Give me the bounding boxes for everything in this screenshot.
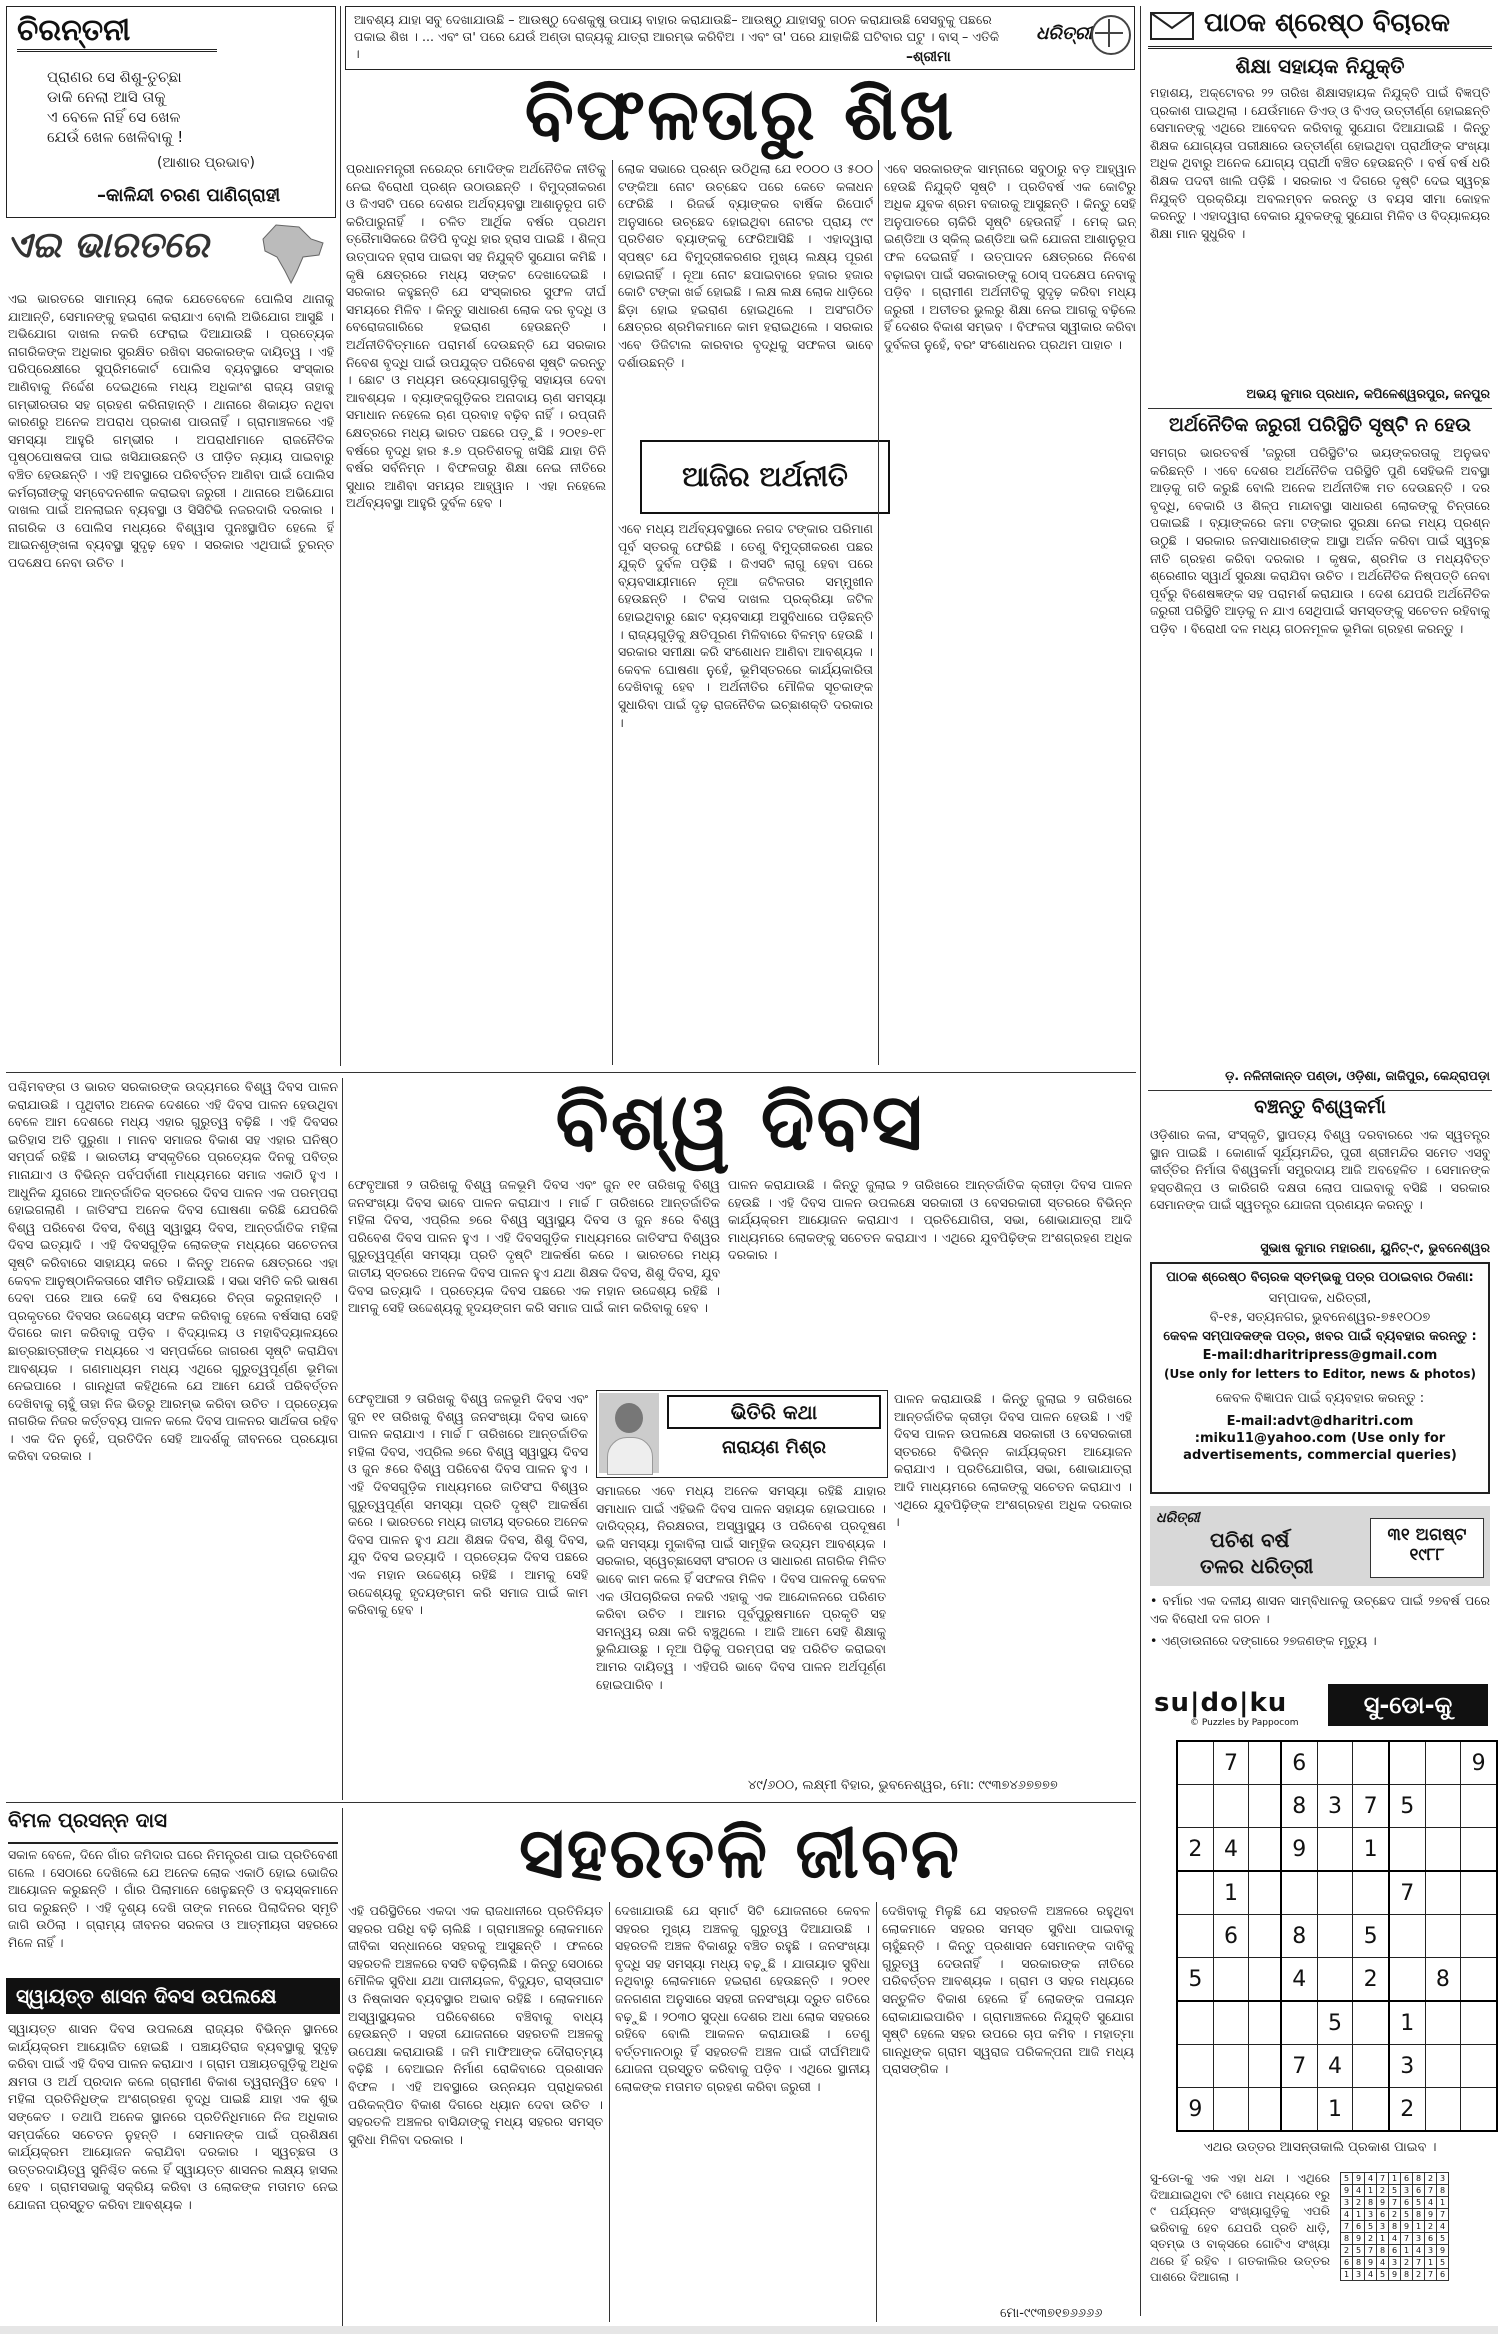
sudoku-cell: 7 [1353,1785,1389,1828]
sudoku-rules: ସୁ-ଡୋ-କୁ ଏକ ଏହା ଧନ୍ଦା । ଏଥିରେ ଦିଆଯାଇଥିବା ୯ଟି ଖୋପ ମଧ୍ୟରେ ୧ରୁ ୯ ପର୍ଯ୍ୟନ୍ତ ସଂଖ୍ୟାଗୁଡ଼ିକୁ ଏପରି ଭରିବାକୁ ହେବ ଯେପରି ପ୍ରତି ଧାଡ଼ି, ସ୍ତମ୍ଭ ଓ ବାକ୍ସରେ ଗୋଟିଏ ସଂଖ୍ୟା ଥରେ ହିଁ ରହିବ । ଗତକାଲିର ଉତ୍ତର ପାଶରେ ଦିଆଗଲା । [1150,2171,1330,2284]
sudoku-mini-row [1341,2209,1449,2221]
chirantani-poem: ପ୍ରାଣର ସେ ଶିଶୁ-ତୁଚ୍ଛା ଡାକି ନେଲା ଆସି ତାକୁ ଏ ବେଳେ ନାହିଁ ସେ ଖେଳ ଯେଉଁ ଖେଳ ଖେଳିବାକୁ ! [47,68,184,146]
address-note1: (Use only for letters to Editor, news & photos) [1164,1367,1476,1381]
sudoku-cell[interactable] [1353,1741,1389,1785]
sudoku-cell[interactable] [1461,1915,1497,1958]
sudoku-mini-cell: 2 [1341,2245,1353,2257]
sudoku-cell[interactable] [1425,1785,1461,1828]
letter1-sign: ଅଭୟ କୁମାର ପ୍ରଧାନ, କପିଳେଶ୍ୱରପୁର, ଜନପୁର [1246,386,1490,401]
sudoku-mini-cell: 7 [1413,2257,1425,2269]
sudoku-mini-cell: 5 [1353,2245,1365,2257]
sudoku-cell[interactable] [1389,1828,1425,1872]
sudoku-mini-cell: 9 [1353,2173,1365,2185]
sudoku-mini-cell: 1 [1389,2173,1401,2185]
sudoku-mini-row [1341,2269,1449,2281]
sudoku-mini-cell: 9 [1401,2221,1413,2233]
sudoku-mini-cell: 5 [1377,2269,1389,2281]
sudoku-cell: 8 [1281,1785,1317,1828]
sudoku-cell[interactable] [1353,2001,1389,2045]
sudoku-mini-cell: 3 [1425,2245,1437,2257]
sudoku-cell: 7 [1213,1741,1249,1785]
sudoku-cell[interactable] [1461,2088,1497,2132]
sudoku-mini-cell: 2 [1425,2221,1437,2233]
sudoku-mini-cell: 1 [1401,2245,1413,2257]
sudoku-mini-cell: 2 [1365,2233,1377,2245]
dharitri-25yrs-date [1370,1518,1484,1578]
sudoku-mini-cell: 8 [1413,2173,1425,2185]
sudoku-cell[interactable] [1281,1871,1317,1915]
sudoku-cell: 9 [1177,2088,1213,2132]
dharitri-25yrs [1150,1506,1490,1670]
sudoku-mini-cell: 8 [1377,2245,1389,2257]
sudoku-mini-cell: 6 [1413,2185,1425,2197]
sudoku-cell[interactable] [1213,1958,1249,2002]
sudoku-cell[interactable] [1353,1871,1389,1915]
sudoku-mini-cell: 1 [1413,2221,1425,2233]
sudoku-mini-cell: 3 [1341,2197,1353,2209]
sudoku-row [1177,2045,1497,2088]
sudoku-mini-cell: 4 [1377,2257,1389,2269]
page-footer-bar [0,2326,1498,2334]
biswa-address: ୪୯/୬୦୦, ଲକ୍ଷ୍ମୀ ବିହାର, ଭୁବନେଶ୍ୱର, ମୋ: ୯୯୩୭୪୬୭୭୭୭ [748,1778,1058,1793]
letter1-text: ମହାଶୟ, ଅକ୍ଟୋବର ୨୨ ତାରିଖ ଶିକ୍ଷାସହାୟକ ନିଯୁକ୍ତି ପାଇଁ ବିଜ୍ଞପ୍ତି ପ୍ରକାଶ ପାଇଥିଲା । ଯେଉଁମାନେ ଡିଏଡ୍ ଓ ବିଏଡ୍ ଉତ୍ତୀର୍ଣ୍ଣ ହୋଇଛନ୍ତି ସେମାନଙ୍କୁ ଏଥିରେ ଆବେଦନ କରିବାକୁ ସୁଯୋଗ ଦିଆଯାଇଛି । କିନ୍ତୁ ଶିକ୍ଷକ ଯୋଗ୍ୟତା ପରୀକ୍ଷାରେ ଉତ୍ତୀର୍ଣ୍ଣ ହୋଇଥିବା ପ୍ରାର୍ଥୀଙ୍କ ସଂଖ୍ୟା ଅଧିକ ଥିବାରୁ ଅନେକ ଯୋଗ୍ୟ ପ୍ରାର୍ଥୀ ବଞ୍ଚିତ ହେଉଛନ୍ତି । ବର୍ଷ ବର୍ଷ ଧରି ଶିକ୍ଷକ ପଦବୀ ଖାଲି ପଡ଼ିଛି । ସରକାର ଏ ଦିଗରେ ଦୃଷ୍ଟି ଦେଇ ସ୍ୱଚ୍ଛ ନିଯୁକ୍ତି ପ୍ରକ୍ରିୟା ଅବଲମ୍ବନ କରନ୍ତୁ ଓ ବୟସ ସୀମା କୋହଳ କରନ୍ତୁ । ଏହାଦ୍ୱାରା ବେକାର ଯୁବକଙ୍କୁ ସୁଯୋଗ ମିଳିବ ଓ ବିଦ୍ୟାଳୟର ଶିକ୍ଷା ମାନ ସୁଧୁରିବ । [1150,85,1490,241]
sudoku-cell: 2 [1177,1828,1213,1872]
bimala-text: ସକାଳ ବେଳେ, ଦିନେ ଗାଁର ଜମିଦାର ଘରେ ନିମନ୍ତ୍ରଣ ପାଇ ପ୍ରତିବେଶୀ ଗଲେ । ସେଠାରେ ଦେଖିଲେ ଯେ ଅନେକ ଲୋକ ଏକାଠି ହୋଇ ଭୋଜିର ଆୟୋଜନ କରୁଛନ୍ତି । ଗାଁର ପିଲାମାନେ ଖେଳୁଛନ୍ତି ଓ ବୟସ୍କମାନେ ଗପ କରୁଛନ୍ତି । ଏହି ଦୃଶ୍ୟ ଦେଖି ତାଙ୍କ ମନରେ ପିଲାଦିନର ସ୍ମୃତି ଜାଗି ଉଠିଲା । ଗ୍ରାମ୍ୟ ଜୀବନର ସରଳତା ଓ ଆତ୍ମୀୟତା ସହରରେ ମିଳେ ନାହିଁ । [8,1847,338,1950]
sudoku-header [1150,1682,1490,1732]
sudoku-mini-cell: 7 [1401,2233,1413,2245]
envelope-icon [1150,12,1194,40]
sudoku-row [1177,1785,1497,1828]
sudoku-mini-cell: 2 [1353,2197,1365,2209]
sudoku-cell: 6 [1213,1915,1249,1958]
sudoku-cell: 1 [1353,1828,1389,1872]
sudoku-mini-cell: 2 [1413,2269,1425,2281]
address-line4: କେବଳ ସମ୍ପାଦକଙ୍କ ପତ୍ର, ଖବର ପାଇଁ ବ୍ୟବହାର କରନ୍ତୁ : [1163,1329,1477,1344]
sudoku-mini-cell: 4 [1365,2269,1377,2281]
sudoku-cell[interactable] [1317,1958,1353,2002]
sudoku-cell[interactable] [1353,2088,1389,2132]
letter2-text: ସମଗ୍ର ଭାରତବର୍ଷ 'ଜରୁରୀ ପରିସ୍ଥିତି'ର ଭୟଙ୍କରତାକୁ ଅନୁଭବ କରିଛନ୍ତି । ଏବେ ଦେଶର ଅର୍ଥନୈତିକ ପରିସ୍ଥିତି ପୁଣି ସେହିଭଳି ଅବସ୍ଥା ଆଡ଼କୁ ଗତି କରୁଛି ବୋଲି ଅନେକ ଅର୍ଥନୀତିଜ୍ଞ ମତ ଦେଉଛନ୍ତି । ଦର ବୃଦ୍ଧି, ବେକାରି ଓ ଶିଳ୍ପ ମାନ୍ଦାବସ୍ଥା ସାଧାରଣ ଲୋକଙ୍କୁ ଚିନ୍ତାରେ ପକାଇଛି । ବ୍ୟାଙ୍କରେ ଜମା ଟଙ୍କାର ସୁରକ୍ଷା ନେଇ ମଧ୍ୟ ପ୍ରଶ୍ନ ଉଠୁଛି । ସରକାର ଜନସାଧାରଣଙ୍କ ଆସ୍ଥା ଅର୍ଜନ କରିବା ପାଇଁ ସ୍ୱଚ୍ଛ ନୀତି ଗ୍ରହଣ କରିବା ଦରକାର । କୃଷକ, ଶ୍ରମିକ ଓ ମଧ୍ୟବିତ୍ତ ଶ୍ରେଣୀର ସ୍ୱାର୍ଥ ସୁରକ୍ଷା କରାଯିବା ଉଚିତ । ଅର୍ଥନୈତିକ ନିଷ୍ପତ୍ତି ନେବା ପୂର୍ବରୁ ବିଶେଷଜ୍ଞଙ୍କ ସହ ପରାମର୍ଶ କରାଯାଉ । ଦେଶ ଯେପରି ଅର୍ଥନୈତିକ ଜରୁରୀ ପରିସ୍ଥିତି ଆଡ଼କୁ ନ ଯାଏ ସେଥିପାଇଁ ସମସ୍ତଙ୍କୁ ସଚେତନ ରହିବାକୁ ପଡ଼ିବ । ବିରୋଧୀ ଦଳ ମଧ୍ୟ ଗଠନମୂଳକ ଭୂମିକା ଗ୍ରହଣ କରନ୍ତୁ । [1150,445,1490,636]
main-headline: ବିଫଳତାରୁ ଶିଖ [524,72,956,156]
sudoku-mini-cell: 7 [1425,2185,1437,2197]
swayatta-text: ସ୍ୱାୟତ୍ତ ଶାସନ ଦିବସ ଉପଲକ୍ଷେ ରାଜ୍ୟର ବିଭିନ୍ନ ସ୍ଥାନରେ କାର୍ଯ୍ୟକ୍ରମ ଆୟୋଜିତ ହୋଇଛି । ପଞ୍ଚାୟତିରାଜ ବ୍ୟବସ୍ଥାକୁ ସୁଦୃଢ଼ କରିବା ପାଇଁ ଏହି ଦିବସ ପାଳନ କରାଯାଏ । ଗ୍ରାମ ପଞ୍ଚାୟତଗୁଡ଼ିକୁ ଅଧିକ କ୍ଷମତା ଓ ଅର୍ଥ ପ୍ରଦାନ କଲେ ଗ୍ରାମୀଣ ବିକାଶ ତ୍ୱରାନ୍ୱିତ ହେବ । ମହିଳା ପ୍ରତିନିଧିଙ୍କ ଅଂଶଗ୍ରହଣ ବୃଦ୍ଧି ପାଇଛି ଯାହା ଏକ ଶୁଭ ସଙ୍କେତ । ତଥାପି ଅନେକ ସ୍ଥାନରେ ପ୍ରତିନିଧିମାନେ ନିଜ ଅଧିକାର ସମ୍ପର୍କରେ ସଚେତନ ନୁହନ୍ତି । ସେମାନଙ୍କ ପାଇଁ ପ୍ରଶିକ୍ଷଣ କାର୍ଯ୍ୟକ୍ରମ ଆୟୋଜନ କରାଯିବା ଦରକାର । ସ୍ୱଚ୍ଛତା ଓ ଉତ୍ତରଦାୟିତ୍ୱ ସୁନିଶ୍ଚିତ କଲେ ହିଁ ସ୍ୱାୟତ୍ତ ଶାସନର ଲକ୍ଷ୍ୟ ହାସଲ ହେବ । ଗ୍ରାମସଭାକୁ ସକ୍ରିୟ କରିବା ଓ ଲୋକଙ୍କ ମତାମତ ନେଇ ଯୋଜନା ପ୍ରସ୍ତୁତ କରିବା ଆବଶ୍ୟକ । [8,2021,338,2212]
sudoku-mini-cell: 2 [1389,2209,1401,2221]
sudoku-mini-cell: 3 [1401,2185,1413,2197]
sudoku-mini-cell: 5 [1365,2221,1377,2233]
biswa-headline: ବିଶ୍ୱ ଦିବସ [555,1078,925,1168]
letter2-sign: ଡ଼. ନଳିନୀକାନ୍ତ ପଣ୍ଡା, ଓଡ଼ିଶା, ଜାଜିପୁର, କେନ୍ଦ୍ରାପଡ଼ା [1225,1068,1490,1083]
sudoku-cell[interactable] [1249,1871,1281,1915]
quote-box [345,6,1135,70]
sudoku-cell: 1 [1389,2001,1425,2045]
address-email1[interactable]: E-mail:dharitripress@gmail.com [1202,1348,1438,1363]
sudoku-cell[interactable] [1389,1915,1425,1958]
sudoku-row [1177,1741,1497,1785]
sudoku-mini-cell: 8 [1401,2269,1413,2281]
sudoku-cell[interactable] [1353,2045,1389,2088]
sudoku-mini-cell: 4 [1389,2233,1401,2245]
sudoku-cell[interactable] [1461,1828,1497,1872]
dharitri-25yrs-line1: ପଚିଶ ବର୍ଷ [1210,1528,1290,1552]
sudoku-mini-cell: 3 [1365,2209,1377,2221]
editorial-col-3: ଏବେ ସରକାରଙ୍କ ସାମ୍ନାରେ ସବୁଠାରୁ ବଡ଼ ଆହ୍ୱାନ ହେଉଛି ନିଯୁକ୍ତି ସୃଷ୍ଟି । ପ୍ରତିବର୍ଷ ଏକ କୋଟିରୁ ଅଧିକ ଯୁବକ ଶ୍ରମ ବଜାରକୁ ଆସୁଛନ୍ତି । କିନ୍ତୁ ସେହି ଅନୁପାତରେ ଚାକିରି ସୃଷ୍ଟି ହେଉନାହିଁ । ମେକ୍ ଇନ୍ ଇଣ୍ଡିଆ ଓ ସ୍କିଲ୍ ଇଣ୍ଡିଆ ଭଳି ଯୋଜନା ଆଶାନୁରୂପ ଫଳ ଦେଇନାହିଁ । ଉତ୍ପାଦନ କ୍ଷେତ୍ରରେ ନିବେଶ ବଢ଼ାଇବା ପାଇଁ ସରକାରଙ୍କୁ ଠୋସ୍ ପଦକ୍ଷେପ ନେବାକୁ ପଡ଼ିବ । ଗ୍ରାମୀଣ ଅର୍ଥନୀତିକୁ ସୁଦୃଢ଼ କରିବା ମଧ୍ୟ ଜରୁରୀ । ଅତୀତର ଭୁଲରୁ ଶିକ୍ଷା ନେଇ ଆଗକୁ ବଢ଼ିଲେ ହିଁ ଦେଶର ବିକାଶ ସମ୍ଭବ । ବିଫଳତା ସ୍ୱୀକାର କରିବା ଦୁର୍ବଳତା ନୁହେଁ, ବରଂ ସଂଶୋଧନର ପ୍ରଥମ ପାହାଚ । [884,161,1136,352]
editorial-col-2: ଲୋକ ସଭାରେ ପ୍ରଶ୍ନ ଉଠିଥିଲା ଯେ ୧୦୦୦ ଓ ୫୦୦ ଟଙ୍କିଆ ନୋଟ ଉଚ୍ଛେଦ ପରେ କେତେ କଳାଧନ ଫେରିଛି । ରିଜର୍ଭ ବ୍ୟାଙ୍କର ବାର୍ଷିକ ରିପୋର୍ଟ ଅନୁସାରେ ଉଚ୍ଛେଦ ହୋଇଥିବା ନୋଟର ପ୍ରାୟ ୯୯ ପ୍ରତିଶତ ବ୍ୟାଙ୍କକୁ ଫେରିଆସିଛି । ଏହାଦ୍ୱାରା ସ୍ପଷ୍ଟ ଯେ ବିମୁଦ୍ରୀକରଣର ମୁଖ୍ୟ ଲକ୍ଷ୍ୟ ପୂରଣ ହୋଇନାହିଁ । ନୂଆ ନୋଟ ଛପାଇବାରେ ହଜାର ହଜାର କୋଟି ଟଙ୍କା ଖର୍ଚ୍ଚ ହୋଇଛି । ଲକ୍ଷ ଲକ୍ଷ ଲୋକ ଧାଡ଼ିରେ ଛିଡ଼ା ହୋଇ ହଇରାଣ ହୋଇଥିଲେ । ଅସଂଗଠିତ କ୍ଷେତ୍ରର ଶ୍ରମିକମାନେ କାମ ହରାଇଥିଲେ । ସରକାର ଏବେ ଡିଜିଟାଲ କାରବାର ବୃଦ୍ଧିକୁ ସଫଳତା ଭାବେ ଦର୍ଶାଉଛନ୍ତି । [618,161,873,370]
address-line3: ବି-୧୫, ସତ୍ୟନଗର, ଭୁବନେଶ୍ୱର-୭୫୧୦୦୭ [1209,1310,1431,1325]
sudoku-row [1177,1871,1497,1915]
sudoku-mini-cell: 6 [1401,2173,1413,2185]
letters-banner [1148,6,1492,49]
chakra-icon [1091,15,1131,55]
sudoku-row [1177,1828,1497,1872]
sudoku-mini-cell: 1 [1365,2185,1377,2197]
sudoku-answer-caption: ଏଥର ଉତ୍ତର ଆସନ୍ତାକାଲି ପ୍ରକାଶ ପାଇବ । [1203,2140,1437,2155]
letter3-sign: ସୁଭାଷ କୁମାର ମହାରଣା, ୟୁନିଟ୍-୯, ଭୁବନେଶ୍ୱର [1260,1240,1490,1255]
sudoku-mini-cell: 5 [1401,2209,1413,2221]
sudoku-mini-cell: 3 [1353,2269,1365,2281]
sudoku-mini-cell: 1 [1425,2257,1437,2269]
sudoku-row [1177,2088,1497,2132]
sudoku-cell[interactable] [1249,1785,1281,1828]
bhitiri-katha-box [596,1390,888,1478]
chirantani-author: –କାଳିନ୍ଦୀ ଚରଣ ପାଣିଗ୍ରାହୀ [97,185,281,206]
sudoku-cell: 6 [1281,1741,1317,1785]
dharitri-25yrs-b2: • ଏଣ୍ଡାଉନାରେ ଦଙ୍ଗାରେ ୨୭ଜଣଙ୍କ ମୃତ୍ୟୁ । [1150,1633,1377,1648]
sudoku-mini-cell: 6 [1389,2245,1401,2257]
letter3-title: ବଞ୍ଚନ୍ତୁ ବିଶ୍ୱକର୍ମା [1254,1096,1386,1118]
sudoku-mini-cell: 1 [1341,2269,1353,2281]
bharat-title: ଏଇ ଭାରତରେ [6,225,209,266]
sudoku-mini-cell: 5 [1341,2173,1353,2185]
sudoku-cell: 4 [1281,1958,1317,2002]
sudoku-mini-row [1341,2185,1449,2197]
sudoku-cell: 1 [1317,2088,1353,2132]
sudoku-cell[interactable] [1425,1741,1461,1785]
address-box [1150,1262,1490,1494]
bharat-text: ଏଇ ଭାରତରେ ସାମାନ୍ୟ ଲୋକ ଯେତେବେଳେ ପୋଲିସ ଥାନାକୁ ଯାଆନ୍ତି, ସେମାନଙ୍କୁ ହଇରାଣ କରାଯାଏ ବୋଲି ଅଭିଯୋଗ ଆସୁଛି । ଅଭିଯୋଗ ଦାଖଲ ନକରି ଫେରାଇ ଦିଆଯାଉଛି । ପ୍ରତ୍ୟେକ ନାଗରିକଙ୍କ ଅଧିକାର ସୁରକ୍ଷିତ ରଖିବା ସରକାରଙ୍କ ଦାୟିତ୍ୱ । ଏହି ପରିପ୍ରେକ୍ଷୀରେ ସୁପ୍ରିମକୋର୍ଟ ପୋଲିସ ବ୍ୟବସ୍ଥାରେ ସଂସ୍କାର ଆଣିବାକୁ ନିର୍ଦ୍ଦେଶ ଦେଇଥିଲେ ମଧ୍ୟ ଅଧିକାଂଶ ରାଜ୍ୟ ତାହାକୁ ଗମ୍ଭୀରତାର ସହ ଗ୍ରହଣ କରିନାହାନ୍ତି । ଥାନାରେ ଶିକାୟତ ନଥିବା କାରଣରୁ ଅନେକ ଅପରାଧ ପ୍ରକାଶ ପାଉନାହିଁ । ଗ୍ରାମାଞ୍ଚଳରେ ଏହି ସମସ୍ୟା ଆହୁରି ଗମ୍ଭୀର । ଅପରାଧୀମାନେ ରାଜନୈତିକ ପୃଷ୍ଠପୋଷକତା ପାଇ ଖସିଯାଉଛନ୍ତି ଓ ପୀଡ଼ିତ ନ୍ୟାୟ ପାଇବାରୁ ବଞ୍ଚିତ ହେଉଛନ୍ତି । ଏହି ଅବସ୍ଥାରେ ପରିବର୍ତ୍ତନ ଆଣିବା ପାଇଁ ପୋଲିସ କର୍ମଚାରୀଙ୍କୁ ସମ୍ବେଦନଶୀଳ କରାଇବା ଜରୁରୀ । ଥାନାରେ ଅଭିଯୋଗ ଦାଖଲ ପାଇଁ ଅନଲାଇନ ବ୍ୟବସ୍ଥା ଓ ସିସିଟିଭି ନଜରଦାରି ଦରକାର । ନାଗରିକ ଓ ପୋଲିସ ମଧ୍ୟରେ ବିଶ୍ୱାସ ପୁନଃସ୍ଥାପିତ ହେଲେ ହିଁ ଆଇନଶୃଙ୍ଖଳା ବ୍ୟବସ୍ଥା ସୁଦୃଢ଼ ହେବ । ସରକାର ଏଥିପାଇଁ ତୁରନ୍ତ ପଦକ୍ଷେପ ନେବା ଉଚିତ । [8,291,334,570]
chirantani-title-wrap [17,13,217,52]
letters-banner-text: ପାଠକ ଶ୍ରେଷ୍ଠ ବିଚାରକ [1204,8,1451,38]
sudoku-cell[interactable] [1249,1915,1281,1958]
sudoku-cell[interactable] [1213,2088,1249,2132]
sudoku-mini-cell: 7 [1377,2173,1389,2185]
ajira-arthaniti-label [640,440,890,514]
sudoku-cell[interactable] [1389,1958,1425,2002]
address-line5: କେବଳ ବିଜ୍ଞାପନ ପାଇଁ ବ୍ୟବହାର କରନ୍ତୁ : [1215,1391,1425,1406]
sudoku-cell: 5 [1353,1915,1389,1958]
address-line2: ସମ୍ପାଦକ, ଧରିତ୍ରୀ, [1268,1291,1372,1306]
sudoku-cell: 9 [1281,1828,1317,1872]
sudoku-mini-cell: 2 [1377,2185,1389,2197]
sudoku-mini-row [1341,2221,1449,2233]
sahara-contact: ମୋ-୯୯୩୭୧୭୬୬୬୬ [1000,2306,1103,2321]
letter3-text: ଓଡ଼ିଶାର କଳା, ସଂସ୍କୃତି, ସ୍ଥାପତ୍ୟ ବିଶ୍ୱ ଦରବାରରେ ଏକ ସ୍ୱତନ୍ତ୍ର ସ୍ଥାନ ପାଇଛି । କୋଣାର୍କ ସୂର୍ଯ୍ୟମନ୍ଦିର, ପୁରୀ ଶ୍ରୀମନ୍ଦିର ସମେତ ଏସବୁ କୀର୍ତ୍ତିର ନିର୍ମାତା ବିଶ୍ୱକର୍ମା ସମ୍ପ୍ରଦାୟ ଆଜି ଅବହେଳିତ । ସେମାନଙ୍କ ହସ୍ତଶିଳ୍ପ ଓ କାରିଗରି ଦକ୍ଷତା ଲୋପ ପାଇବାକୁ ବସିଛି । ସରକାର ସେମାନଙ୍କ ପାଇଁ ସ୍ୱତନ୍ତ୍ର ଯୋଜନା ପ୍ରଣୟନ କରନ୍ତୁ । [1150,1127,1490,1213]
bimala-header [8,1808,338,1844]
sudoku-mini-cell: 1 [1437,2197,1449,2209]
sudoku-mini-cell: 7 [1437,2209,1449,2221]
sudoku-cell[interactable] [1425,1915,1461,1958]
sudoku-cell: 9 [1461,1741,1497,1785]
sudoku-mini-row [1341,2173,1449,2185]
sudoku-mini-cell: 3 [1389,2257,1401,2269]
sudoku-cell: 3 [1317,1785,1353,1828]
sudoku-cell[interactable] [1425,2001,1461,2045]
sudoku-cell: 1 [1213,1871,1249,1915]
dharitri-25yrs-b1: • ବର୍ମାର ଏକ ଦଳୀୟ ଶାସନ ସାମ୍ବିଧାନକୁ ଉଚ୍ଛେଦ ପାଇଁ ୨୭ବର୍ଷ ପରେ ଏକ ବିରୋଧୀ ଦଳ ଗଠନ । [1150,1593,1490,1626]
sudoku-mini-cell: 9 [1341,2185,1353,2197]
sudoku-cell[interactable] [1177,2045,1213,2088]
sudoku-mini-cell: 6 [1377,2209,1389,2221]
sudoku-mini-cell: 8 [1389,2221,1401,2233]
sudoku-cell[interactable] [1425,2088,1461,2132]
chirantani-box [6,6,336,218]
sudoku-mini-cell: 9 [1389,2269,1401,2281]
sudoku-mini-cell: 5 [1437,2257,1449,2269]
sudoku-cell[interactable] [1177,1785,1213,1828]
sudoku-mini-cell: 4 [1353,2185,1365,2197]
sudoku-cell[interactable] [1389,1741,1425,1785]
dharitri-logo: ଧରିତ୍ରୀ [1036,23,1093,44]
sudoku-row [1177,2001,1497,2045]
sudoku-mini-cell: 9 [1353,2233,1365,2245]
sudoku-mini-row [1341,2245,1449,2257]
sudoku-cell[interactable] [1249,2088,1281,2132]
dharitri-25yrs-line2: ତଳର ଧରିତ୍ରୀ [1200,1554,1314,1578]
sudoku-cell[interactable] [1425,2045,1461,2088]
sudoku-mini-cell: 7 [1425,2269,1437,2281]
sudoku-mini-cell: 8 [1341,2233,1353,2245]
sudoku-mini-cell: 9 [1377,2197,1389,2209]
sudoku-cell: 3 [1389,2045,1425,2088]
swayatta-title: ସ୍ୱାୟତ୍ତ ଶାସନ ଦିବସ ଉପଲକ୍ଷେ [16,1984,277,2008]
biswa-bottom-right: ପାଳନ କରାଯାଉଛି । କିନ୍ତୁ ଜୁଲାଇ ୨ ତାରିଖରେ ଆନ୍ତର୍ଜାତିକ କ୍ରୀଡ଼ା ଦିବସ ପାଳନ ହେଉଛି । ଏହି ଦିବସ ପାଳନ ଉପଲକ୍ଷେ ସରକାରୀ ଓ ବେସରକାରୀ ସ୍ତରରେ ବିଭିନ୍ନ କାର୍ଯ୍ୟକ୍ରମ ଆୟୋଜନ କରାଯାଏ । ପ୍ରତିଯୋଗିତା, ସଭା, ଶୋଭାଯାତ୍ରା ଆଦି ମାଧ୍ୟମରେ ଲୋକଙ୍କୁ ସଚେତନ କରାଯାଏ । ଏଥିରେ ଯୁବପିଢ଼ିଙ୍କ ଅଂଶଗ୍ରହଣ ଅଧିକ ଦରକାର । [894,1391,1132,1530]
bhitiri-author: ନାରାୟଣ ମିଶ୍ର [721,1437,826,1458]
editorial-col-2b: ଏବେ ମଧ୍ୟ ଅର୍ଥବ୍ୟବସ୍ଥାରେ ନଗଦ ଟଙ୍କାର ପରିମାଣ ପୂର୍ବ ସ୍ତରକୁ ଫେରିଛି । ତେଣୁ ବିମୁଦ୍ରୀକରଣ ପଛର ଯୁକ୍ତି ଦୁର୍ବଳ ପଡ଼ିଛି । ଜିଏସଟି ଲାଗୁ ହେବା ପରେ ବ୍ୟବସାୟୀମାନେ ନୂଆ ଜଟିଳତାର ସମ୍ମୁଖୀନ ହେଉଛନ୍ତି । ଟିକସ ଦାଖଲ ପ୍ରକ୍ରିୟା ଜଟିଳ ହୋଇଥିବାରୁ ଛୋଟ ବ୍ୟବସାୟୀ ଅସୁବିଧାରେ ପଡ଼ିଛନ୍ତି । ରାଜ୍ୟଗୁଡ଼ିକୁ କ୍ଷତିପୂରଣ ମିଳିବାରେ ବିଳମ୍ବ ହେଉଛି । ସରକାର ସମୀକ୍ଷା କରି ସଂଶୋଧନ ଆଣିବା ଆବଶ୍ୟକ । କେବଳ ଘୋଷଣା ନୁହେଁ, ଭୂମିସ୍ତରରେ କାର୍ଯ୍ୟକାରିତା ଦେଖିବାକୁ ହେବ । ଅର୍ଥନୀତିର ମୌଳିକ ସୂଚକାଙ୍କ ସୁଧାରିବା ପାଇଁ ଦୃଢ଼ ରାଜନୈତିକ ଇଚ୍ଛାଶକ୍ତି ଦରକାର । [618,521,873,730]
sudoku-cell[interactable] [1249,1958,1281,2002]
chirantani-source: (ଆଶାର ପ୍ରଭାବ) [157,155,255,171]
dharitri-25yrs-banner [1150,1506,1490,1586]
sudoku-row [1177,1915,1497,1958]
sudoku-mini-cell: 1 [1377,2233,1389,2245]
sudoku-mini-cell: 1 [1353,2209,1365,2221]
sudoku-mini-cell: 5 [1389,2185,1401,2197]
sudoku-row [1177,1958,1497,2002]
quote-text: ଆବଶ୍ୟ ଯାହା ସବୁ ଦେଖାଯାଉଛି – ଆଉଷ୍ଠୁ ଦେଶକୁଷୁ ଉପାୟ ବାହାର କରାଯାଉଛି– ଆଉଷ୍ଠୁ ଯାହାସବୁ ଗଠନ କରାଯାଉଛି ସେସବୁକୁ ପଛରେ ପକାଇ ଶିଖ । ... ଏବଂ ତା' ପରେ ଯେଉଁ ଅଣ୍ଡା ରାଜ୍ୟକୁ ଯାତ୍ରା ଆରମ୍ଭ କରିବିଅ । ଏବଂ ତା' ପରେ ଯାହାକିଛି ଘଟିବାର ଘଟୁ । ବାସ୍ – ଏତିକି । [354,12,1000,61]
india-map-icon [251,221,331,285]
sudoku-mini-row [1341,2233,1449,2245]
letter1-title: ଶିକ୍ଷା ସହାୟକ ନିଯୁକ୍ତି [1235,54,1405,78]
sudoku-mini-cell: 8 [1353,2257,1365,2269]
sudoku-cell: 5 [1177,1958,1213,2002]
sudoku-mini-answer [1340,2172,1449,2281]
biswa-left-text: ପଶ୍ଚିମବଙ୍ଗ ଓ ଭାରତ ସରକାରଙ୍କ ଉଦ୍ୟମରେ ବିଶ୍ୱ ଦିବସ ପାଳନ କରାଯାଉଛି । ପୃଥିବୀର ଅନେକ ଦେଶରେ ଏହି ଦିବସ ପାଳନ ହେଉଥିବା ବେଳେ ଆମ ଦେଶରେ ମଧ୍ୟ ଏହାର ଗୁରୁତ୍ୱ ବଢ଼ିଛି । ଏହି ଦିବସର ଇତିହାସ ଅତି ପୁରୁଣା । ମାନବ ସମାଜର ବିକାଶ ସହ ଏହାର ଘନିଷ୍ଠ ସମ୍ପର୍କ ରହିଛି । ଭାରତୀୟ ସଂସ୍କୃତିରେ ପ୍ରତ୍ୟେକ ଦିନକୁ ପବିତ୍ର ମାନାଯାଏ ଓ ବିଭିନ୍ନ ପର୍ବପର୍ବାଣୀ ମାଧ୍ୟମରେ ସମାଜ ଏକାଠି ହୁଏ । ଆଧୁନିକ ଯୁଗରେ ଆନ୍ତର୍ଜାତିକ ସ୍ତରରେ ଦିବସ ପାଳନ ଏକ ପରମ୍ପରା ହୋଇଗଲାଣି । ଜାତିସଂଘ ଅନେକ ଦିବସ ଘୋଷଣା କରିଛି ଯେପରିକି ବିଶ୍ୱ ପରିବେଶ ଦିବସ, ବିଶ୍ୱ ସ୍ୱାସ୍ଥ୍ୟ ଦିବସ, ଆନ୍ତର୍ଜାତିକ ମହିଳା ଦିବସ ଇତ୍ୟାଦି । ଏହି ଦିବସଗୁଡ଼ିକ ଲୋକଙ୍କ ମଧ୍ୟରେ ସଚେତନତା ସୃଷ୍ଟି କରିବାରେ ସାହାଯ୍ୟ କରେ । କିନ୍ତୁ ଅନେକ କ୍ଷେତ୍ରରେ ଏହା କେବଳ ଆନୁଷ୍ଠାନିକତାରେ ସୀମିତ ରହିଯାଉଛି । ସଭା ସମିତି କରି ଭାଷଣ ଦେବା ପରେ ଆଉ କେହି ସେ ବିଷୟରେ ଚିନ୍ତା କରୁନାହାନ୍ତି । ପ୍ରକୃତରେ ଦିବସର ଉଦ୍ଦେଶ୍ୟ ସଫଳ କରିବାକୁ ହେଲେ ବର୍ଷସାରା ସେହି ଦିଗରେ କାମ କରିବାକୁ ପଡ଼ିବ । ବିଦ୍ୟାଳୟ ଓ ମହାବିଦ୍ୟାଳୟରେ ଛାତ୍ରଛାତ୍ରୀଙ୍କ ମଧ୍ୟରେ ଏ ସମ୍ପର୍କରେ ଜାଗରଣ ସୃଷ୍ଟି କରାଯିବା ଆବଶ୍ୟକ । ଗଣମାଧ୍ୟମ ମଧ୍ୟ ଏଥିରେ ଗୁରୁତ୍ୱପୂର୍ଣ୍ଣ ଭୂମିକା ନେଇପାରେ । ଗାନ୍ଧିଜୀ କହିଥିଲେ ଯେ ଆମେ ଯେଉଁ ପରିବର୍ତ୍ତନ ଦେଖିବାକୁ ଚାହୁଁ ତାହା ନିଜ ଭିତରୁ ଆରମ୍ଭ କରିବା ଉଚିତ । ପ୍ରତ୍ୟେକ ନାଗରିକ ନିଜର କର୍ତ୍ତବ୍ୟ ପାଳନ କଲେ ଦିବସ ପାଳନର ସାର୍ଥକତା ରହିବ । ଏକ ଦିନ ନୁହେଁ, ପ୍ରତିଦିନ ସେହି ଆଦର୍ଶକୁ ଜୀବନରେ ପ୍ରୟୋଗ କରିବା ଦରକାର । [8,1079,338,1464]
sudoku-cell[interactable] [1425,1871,1461,1915]
sudoku-mini-cell: 6 [1401,2197,1413,2209]
sudoku-mini-cell: 6 [1341,2257,1353,2269]
sudoku-mini-cell: 7 [1389,2197,1401,2209]
sudoku-mini-cell: 7 [1365,2245,1377,2257]
dharitri-25yrs-date1: ୩୧ ଅଗଷ୍ଟ [1387,1525,1467,1545]
sudoku-cell[interactable] [1317,1871,1353,1915]
sudoku-cell[interactable] [1425,1828,1461,1872]
sudoku-cell[interactable] [1461,2045,1497,2088]
sudoku-cell: 4 [1317,2045,1353,2088]
sudoku-grid[interactable] [1176,1740,1498,2132]
swayatta-banner [6,1978,340,2014]
sudoku-cell[interactable] [1213,1785,1249,1828]
sudoku-cell[interactable] [1177,1871,1213,1915]
dharitri-25yrs-date2: ୧୯୮୮ [1409,1545,1445,1565]
sudoku-mini-cell: 9 [1425,2209,1437,2221]
sudoku-mini-row [1341,2197,1449,2209]
bharat-header [6,225,336,285]
sahara-col2: ଦେଖାଯାଉଛି ଯେ ସ୍ମାର୍ଟ ସିଟି ଯୋଜନାରେ କେବଳ ସହରର ମୁଖ୍ୟ ଅଞ୍ଚଳକୁ ଗୁରୁତ୍ୱ ଦିଆଯାଉଛି । ସହରତଳି ଅଞ୍ଚଳ ବିକାଶରୁ ବଞ୍ଚିତ ରହୁଛି । ଜନସଂଖ୍ୟା ବୃଦ୍ଧି ସହ ସମସ୍ୟା ମଧ୍ୟ ବଢ଼ୁଛି । ଯାତାୟାତ ସୁବିଧା ନଥିବାରୁ ଲୋକମାନେ ହଇରାଣ ହେଉଛନ୍ତି । ୨୦୧୧ ଜନଗଣନା ଅନୁସାରେ ସହରୀ ଜନସଂଖ୍ୟା ଦ୍ରୁତ ଗତିରେ ବଢ଼ୁଛି । ୨୦୩୦ ସୁଦ୍ଧା ଦେଶର ଅଧା ଲୋକ ସହରରେ ରହିବେ ବୋଲି ଆକଳନ କରାଯାଉଛି । ତେଣୁ ବର୍ତ୍ତମାନଠାରୁ ହିଁ ସହରତଳି ଅଞ୍ଚଳ ପାଇଁ ଦୀର୍ଘମିଆଦି ଯୋଜନା ପ୍ରସ୍ତୁତ କରିବାକୁ ପଡ଼ିବ । ଏଥିରେ ସ୍ଥାନୀୟ ଲୋକଙ୍କ ମତାମତ ଗ୍ରହଣ କରିବା ଜରୁରୀ । [615,1903,870,2094]
sudoku-cell[interactable] [1461,2001,1497,2045]
editorial-col-1: ପ୍ରଧାନମନ୍ତ୍ରୀ ନରେନ୍ଦ୍ର ମୋଦିଙ୍କ ଅର୍ଥନୈତିକ ନୀତିକୁ ନେଇ ବିରୋଧୀ ପ୍ରଶ୍ନ ଉଠାଉଛନ୍ତି । ବିମୁଦ୍ରୀକରଣ ଓ ଜିଏସଟି ପରେ ଦେଶର ଅର୍ଥବ୍ୟବସ୍ଥା ଆଶାନୁରୂପ ଗତି କରିପାରୁନାହିଁ । ଚଳିତ ଆର୍ଥିକ ବର୍ଷର ପ୍ରଥମ ତ୍ରୈମାସିକରେ ଜିଡିପି ବୃଦ୍ଧି ହାର ହ୍ରାସ ପାଇଛି । ଶିଳ୍ପ ଉତ୍ପାଦନ ହ୍ରାସ ପାଇବା ସହ ନିଯୁକ୍ତି ସୁଯୋଗ କମିଛି । କୃଷି କ୍ଷେତ୍ରରେ ମଧ୍ୟ ସଙ୍କଟ ଦେଖାଦେଇଛି । ସରକାର କହୁଛନ୍ତି ଯେ ସଂସ୍କାରର ସୁଫଳ ଦୀର୍ଘ ସମୟରେ ମିଳିବ । କିନ୍ତୁ ସାଧାରଣ ଲୋକ ଦର ବୃଦ୍ଧି ଓ ବେରୋଜଗାରିରେ ହଇରାଣ ହେଉଛନ୍ତି । ଅର୍ଥନୀତିବିତ୍‌ମାନେ ପରାମର୍ଶ ଦେଉଛନ୍ତି ଯେ ସରକାର ନିବେଶ ବୃଦ୍ଧି ପାଇଁ ଉପଯୁକ୍ତ ପରିବେଶ ସୃଷ୍ଟି କରନ୍ତୁ । ଛୋଟ ଓ ମଧ୍ୟମ ଉଦ୍ୟୋଗଗୁଡ଼ିକୁ ସହାୟତା ଦେବା ଆବଶ୍ୟକ । ବ୍ୟାଙ୍କଗୁଡ଼ିକର ଅନାଦାୟ ଋଣ ସମସ୍ୟା ସମାଧାନ ନହେଲେ ଋଣ ପ୍ରବାହ ବଢ଼ିବ ନାହିଁ । ରପ୍ତାନି କ୍ଷେତ୍ରରେ ମଧ୍ୟ ଭାରତ ପଛରେ ପଡ଼ୁଛି । ୨୦୧୭-୧୮ ବର୍ଷରେ ବୃଦ୍ଧି ହାର ୫.୭ ପ୍ରତିଶତକୁ ଖସିଛି ଯାହା ତିନି ବର୍ଷର ସର୍ବନିମ୍ନ । ବିଫଳତାରୁ ଶିକ୍ଷା ନେଇ ନୀତିରେ ସୁଧାର ଆଣିବା ସମୟର ଆହ୍ୱାନ । ଏହା ନହେଲେ ଅର୍ଥବ୍ୟବସ୍ଥା ଆହୁରି ଦୁର୍ବଳ ହେବ । [346,161,606,511]
sudoku-cell[interactable] [1461,1871,1497,1915]
bhitiri-katha: ଭିତିରି କଥା [667,1395,881,1429]
sudoku-mini-cell: 4 [1413,2245,1425,2257]
sahara-col3: ଦେଖିବାକୁ ମିଳୁଛି ଯେ ସହରତଳି ଅଞ୍ଚଳରେ ରହୁଥିବା ଲୋକମାନେ ସହରର ସମସ୍ତ ସୁବିଧା ପାଇବାକୁ ଚାହୁଁଛନ୍ତି । କିନ୍ତୁ ପ୍ରଶାସନ ସେମାନଙ୍କ ଦାବିକୁ ଗୁରୁତ୍ୱ ଦେଉନାହିଁ । ସରକାରଙ୍କ ନୀତିରେ ପରିବର୍ତ୍ତନ ଆବଶ୍ୟକ । ଗ୍ରାମ ଓ ସହର ମଧ୍ୟରେ ସନ୍ତୁଳିତ ବିକାଶ ହେଲେ ହିଁ ଲୋକଙ୍କ ପଳାୟନ ରୋକାଯାଇପାରିବ । ଗ୍ରାମାଞ୍ଚଳରେ ନିଯୁକ୍ତି ସୁଯୋଗ ସୃଷ୍ଟି ହେଲେ ସହର ଉପରେ ଚାପ କମିବ । ମହାତ୍ମା ଗାନ୍ଧିଙ୍କ ଗ୍ରାମ ସ୍ୱରାଜ ପରିକଳ୍ପନା ଆଜି ମଧ୍ୟ ପ୍ରାସଙ୍ଗିକ । [882,1903,1134,2077]
sudoku-cell[interactable] [1249,1828,1281,1872]
sudoku-cell[interactable] [1317,1828,1353,1872]
sudoku-mini-cell: 5 [1437,2233,1449,2245]
sudoku-mini-cell: 9 [1365,2257,1377,2269]
sudoku-mini-cell: 5 [1413,2197,1425,2209]
sudoku-mini-cell: 3 [1437,2173,1449,2185]
author-photo [599,1393,659,1473]
sudoku-mini-cell: 4 [1425,2197,1437,2209]
sudoku-mini-row [1341,2257,1449,2269]
sudoku-cell: 7 [1281,2045,1317,2088]
sudoku-brand-sub: © Puzzles by Pappocom [1190,1718,1299,1728]
address-note2: advertisements, commercial queries) [1183,1448,1457,1463]
sudoku-cell[interactable] [1281,2001,1317,2045]
ajira-arthaniti-text: ଆଜିର ଅର୍ଥନୀତି [682,460,848,493]
letter2-title: ଅର୍ଥନୈତିକ ଜରୁରୀ ପରିସ୍ଥିତି ସୃଷ୍ଟି ନ ହେଉ [1169,414,1471,436]
sudoku-mini-cell: 8 [1413,2209,1425,2221]
sudoku-mini-cell: 6 [1437,2269,1449,2281]
address-line1: ପାଠକ ଶ୍ରେଷ୍ଠ ବିଚାରକ ସ୍ତମ୍ଭକୁ ପତ୍ର ପଠାଇବାର ଠିକଣା: [1166,1270,1474,1285]
sudoku-brand: su|do|ku [1154,1688,1288,1718]
sudoku-title: ସୁ-ଡୋ-କୁ [1328,1684,1488,1726]
chirantani-title: ଚିରନ୍ତନୀ [17,13,131,48]
biswa-mid-text: ଫେବୃଆରୀ ୨ ତାରିଖକୁ ବିଶ୍ୱ ଜଳଭୂମି ଦିବସ ଏବଂ ଜୁନ ୧୧ ତାରିଖକୁ ବିଶ୍ୱ ଜନସଂଖ୍ୟା ଦିବସ ଭାବେ ପାଳନ କରାଯାଏ । ମାର୍ଚ୍ଚ ୮ ତାରିଖରେ ଆନ୍ତର୍ଜାତିକ ମହିଳା ଦିବସ, ଏପ୍ରିଲ ୭ରେ ବିଶ୍ୱ ସ୍ୱାସ୍ଥ୍ୟ ଦିବସ ଓ ଜୁନ ୫ରେ ବିଶ୍ୱ ପରିବେଶ ଦିବସ ପାଳନ ହୁଏ । ଏହି ଦିବସଗୁଡ଼ିକ ମାଧ୍ୟମରେ ଜାତିସଂଘ ବିଶ୍ୱର ଗୁରୁତ୍ୱପୂର୍ଣ୍ଣ ସମସ୍ୟା ପ୍ରତି ଦୃଷ୍ଟି ଆକର୍ଷଣ କରେ । ଭାରତରେ ମଧ୍ୟ ଜାତୀୟ ସ୍ତରରେ ଅନେକ ଦିବସ ପାଳନ ହୁଏ ଯଥା ଶିକ୍ଷକ ଦିବସ, ଶିଶୁ ଦିବସ, ଯୁବ ଦିବସ ଇତ୍ୟାଦି । ପ୍ରତ୍ୟେକ ଦିବସ ପଛରେ ଏକ ମହାନ ଉଦ୍ଦେଶ୍ୟ ରହିଛି । ଆମକୁ ସେହି ଉଦ୍ଦେଶ୍ୟକୁ ହୃଦୟଙ୍ଗମ କରି ସମାଜ ପାଇଁ କାମ କରିବାକୁ ହେବ । [348,1177,720,1316]
sudoku-cell[interactable] [1461,1958,1497,2002]
address-email3[interactable]: :miku11@yahoo.com (Use only for [1194,1431,1446,1446]
sudoku-mini-cell: 2 [1425,2173,1437,2185]
sudoku-mini-cell: 4 [1341,2209,1353,2221]
sudoku-cell[interactable] [1213,2001,1249,2045]
sudoku-cell[interactable] [1317,1741,1353,1785]
sudoku-cell: 4 [1213,1828,1249,1872]
sudoku-mini-cell: 2 [1401,2257,1413,2269]
sudoku-cell: 8 [1281,1915,1317,1958]
sudoku-cell[interactable] [1249,1741,1281,1785]
sudoku-mini-cell: 8 [1437,2185,1449,2197]
sudoku-mini-cell: 6 [1353,2221,1365,2233]
sudoku-mini-cell: 9 [1437,2245,1449,2257]
sudoku-cell[interactable] [1461,1785,1497,1828]
sudoku-mini-cell: 8 [1365,2197,1377,2209]
sudoku-mini-cell: 3 [1413,2233,1425,2245]
sudoku-cell: 5 [1389,1785,1425,1828]
sudoku-mini-cell: 4 [1365,2173,1377,2185]
sudoku-mini-cell: 4 [1437,2221,1449,2233]
sudoku-cell: 7 [1389,1871,1425,1915]
sudoku-cell: 2 [1353,1958,1389,2002]
biswa-bottom-text: ସମାଜରେ ଏବେ ମଧ୍ୟ ଅନେକ ସମସ୍ୟା ରହିଛି ଯାହାର ସମାଧାନ ପାଇଁ ଏହିଭଳି ଦିବସ ପାଳନ ସହାୟକ ହୋଇପାରେ । ଦାରିଦ୍ର୍ୟ, ନିରକ୍ଷରତା, ଅସ୍ୱାସ୍ଥ୍ୟ ଓ ପରିବେଶ ପ୍ରଦୂଷଣ ଭଳି ସମସ୍ୟା ମୁକାବିଲା ପାଇଁ ସାମୂହିକ ଉଦ୍ୟମ ଆବଶ୍ୟକ । ସରକାର, ସ୍ୱେଚ୍ଛାସେବୀ ସଂଗଠନ ଓ ସାଧାରଣ ନାଗରିକ ମିଳିତ ଭାବେ କାମ କଲେ ହିଁ ସଫଳତା ମିଳିବ । ଦିବସ ପାଳନକୁ କେବଳ ଏକ ଔପଚାରିକତା ନକରି ଏହାକୁ ଏକ ଆନ୍ଦୋଳନରେ ପରିଣତ କରିବା ଉଚିତ । ଆମର ପୂର୍ବପୁରୁଷମାନେ ପ୍ରକୃତି ସହ ସମନ୍ୱୟ ରକ୍ଷା କରି ବଞ୍ଚୁଥିଲେ । ଆଜି ଆମେ ସେହି ଶିକ୍ଷାକୁ ଭୁଲିଯାଉଛୁ । ନୂଆ ପିଢ଼ିକୁ ପରମ୍ପରା ସହ ପରିଚିତ କରାଇବା ଆମର ଦାୟିତ୍ୱ । ଏହିପରି ଭାବେ ଦିବସ ପାଳନ ଅର୍ଥପୂର୍ଣ୍ଣ ହୋଇପାରିବ । [596,1483,886,1692]
sudoku-cell[interactable] [1177,2001,1213,2045]
sudoku-mini-cell: 3 [1377,2221,1389,2233]
address-email2[interactable]: E-mail:advt@dharitri.com [1226,1414,1414,1429]
sudoku-cell[interactable] [1177,1741,1213,1785]
sudoku-cell: 8 [1425,1958,1461,2002]
sudoku-cell: 5 [1317,2001,1353,2045]
bimala-name: ବିମଳ ପ୍ରସନ୍ନ ଦାସ [8,1808,168,1832]
sahara-col1: ଏହି ପରିସ୍ଥିତିରେ ଏକଦା ଏକ ରାଜଧାନୀରେ ପ୍ରତିନିୟତ ସହରର ପରିଧି ବଢ଼ି ଚାଲିଛି । ଗ୍ରାମାଞ୍ଚଳରୁ ଲୋକମାନେ ଜୀବିକା ସନ୍ଧାନରେ ସହରକୁ ଆସୁଛନ୍ତି । ଫଳରେ ସହରତଳି ଅଞ୍ଚଳରେ ବସତି ବଢ଼ିଚାଲିଛି । କିନ୍ତୁ ସେଠାରେ ମୌଳିକ ସୁବିଧା ଯଥା ପାନୀୟଜଳ, ବିଦ୍ୟୁତ, ରାସ୍ତାଘାଟ ଓ ନିଷ୍କାସନ ବ୍ୟବସ୍ଥାର ଅଭାବ ରହିଛି । ଲୋକମାନେ ଅସ୍ୱାସ୍ଥ୍ୟକର ପରିବେଶରେ ବଞ୍ଚିବାକୁ ବାଧ୍ୟ ହେଉଛନ୍ତି । ସହରୀ ଯୋଜନାରେ ସହରତଳି ଅଞ୍ଚଳକୁ ଉପେକ୍ଷା କରାଯାଉଛି । ଜମି ମାଫିଆଙ୍କ ଦୌରାତ୍ମ୍ୟ ବଢ଼ିଛି । ବେଆଇନ ନିର୍ମାଣ ରୋକିବାରେ ପ୍ରଶାସନ ବିଫଳ । ଏହି ଅବସ୍ଥାରେ ଉନ୍ନୟନ ପ୍ରାଧିକରଣ ପରିକଳ୍ପିତ ବିକାଶ ଦିଗରେ ଧ୍ୟାନ ଦେବା ଉଚିତ । ସହରତଳି ଅଞ୍ଚଳର ବାସିନ୍ଦାଙ୍କୁ ମଧ୍ୟ ସହରର ସମସ୍ତ ସୁବିଧା ମିଳିବା ଦରକାର । [348,1903,603,2147]
sudoku-cell[interactable] [1281,2088,1317,2132]
dharitri-25yrs-logo: ଧରିତ୍ରୀ [1156,1510,1200,1526]
sudoku-cell[interactable] [1249,2001,1281,2045]
biswa-right-text: ପାଳନ କରାଯାଉଛି । କିନ୍ତୁ ଜୁଲାଇ ୨ ତାରିଖରେ ଆନ୍ତର୍ଜାତିକ କ୍ରୀଡ଼ା ଦିବସ ପାଳନ ହେଉଛି । ଏହି ଦିବସ ପାଳନ ଉପଲକ୍ଷେ ସରକାରୀ ଓ ବେସରକାରୀ ସ୍ତରରେ ବିଭିନ୍ନ କାର୍ଯ୍ୟକ୍ରମ ଆୟୋଜନ କରାଯାଏ । ପ୍ରତିଯୋଗିତା, ସଭା, ଶୋଭାଯାତ୍ରା ଆଦି ମାଧ୍ୟମରେ ଲୋକଙ୍କୁ ସଚେତନ କରାଯାଏ । ଏଥିରେ ଯୁବପିଢ଼ିଙ୍କ ଅଂଶଗ୍ରହଣ ଅଧିକ ଦରକାର । [728,1177,1132,1263]
sudoku-mini-cell: 6 [1425,2233,1437,2245]
sudoku-mini-cell: 7 [1341,2221,1353,2233]
sahara-headline: ସହରତଳି ଜୀବନ [519,1812,961,1894]
sudoku-cell[interactable] [1317,1915,1353,1958]
quote-author: –ଶ୍ରୀମା [906,49,951,65]
biswa-bottom-left: ଫେବୃଆରୀ ୨ ତାରିଖକୁ ବିଶ୍ୱ ଜଳଭୂମି ଦିବସ ଏବଂ ଜୁନ ୧୧ ତାରିଖକୁ ବିଶ୍ୱ ଜନସଂଖ୍ୟା ଦିବସ ଭାବେ ପାଳନ କରାଯାଏ । ମାର୍ଚ୍ଚ ୮ ତାରିଖରେ ଆନ୍ତର୍ଜାତିକ ମହିଳା ଦିବସ, ଏପ୍ରିଲ ୭ରେ ବିଶ୍ୱ ସ୍ୱାସ୍ଥ୍ୟ ଦିବସ ଓ ଜୁନ ୫ରେ ବିଶ୍ୱ ପରିବେଶ ଦିବସ ପାଳନ ହୁଏ । ଏହି ଦିବସଗୁଡ଼ିକ ମାଧ୍ୟମରେ ଜାତିସଂଘ ବିଶ୍ୱର ଗୁରୁତ୍ୱପୂର୍ଣ୍ଣ ସମସ୍ୟା ପ୍ରତି ଦୃଷ୍ଟି ଆକର୍ଷଣ କରେ । ଭାରତରେ ମଧ୍ୟ ଜାତୀୟ ସ୍ତରରେ ଅନେକ ଦିବସ ପାଳନ ହୁଏ ଯଥା ଶିକ୍ଷକ ଦିବସ, ଶିଶୁ ଦିବସ, ଯୁବ ଦିବସ ଇତ୍ୟାଦି । ପ୍ରତ୍ୟେକ ଦିବସ ପଛରେ ଏକ ମହାନ ଉଦ୍ଦେଶ୍ୟ ରହିଛି । ଆମକୁ ସେହି ଉଦ୍ଦେଶ୍ୟକୁ ହୃଦୟଙ୍ଗମ କରି ସମାଜ ପାଇଁ କାମ କରିବାକୁ ହେବ । [348,1391,588,1618]
sudoku-cell: 2 [1389,2088,1425,2132]
sudoku-cell[interactable] [1213,2045,1249,2088]
sudoku-cell[interactable] [1249,2045,1281,2088]
sudoku-cell[interactable] [1177,1915,1213,1958]
